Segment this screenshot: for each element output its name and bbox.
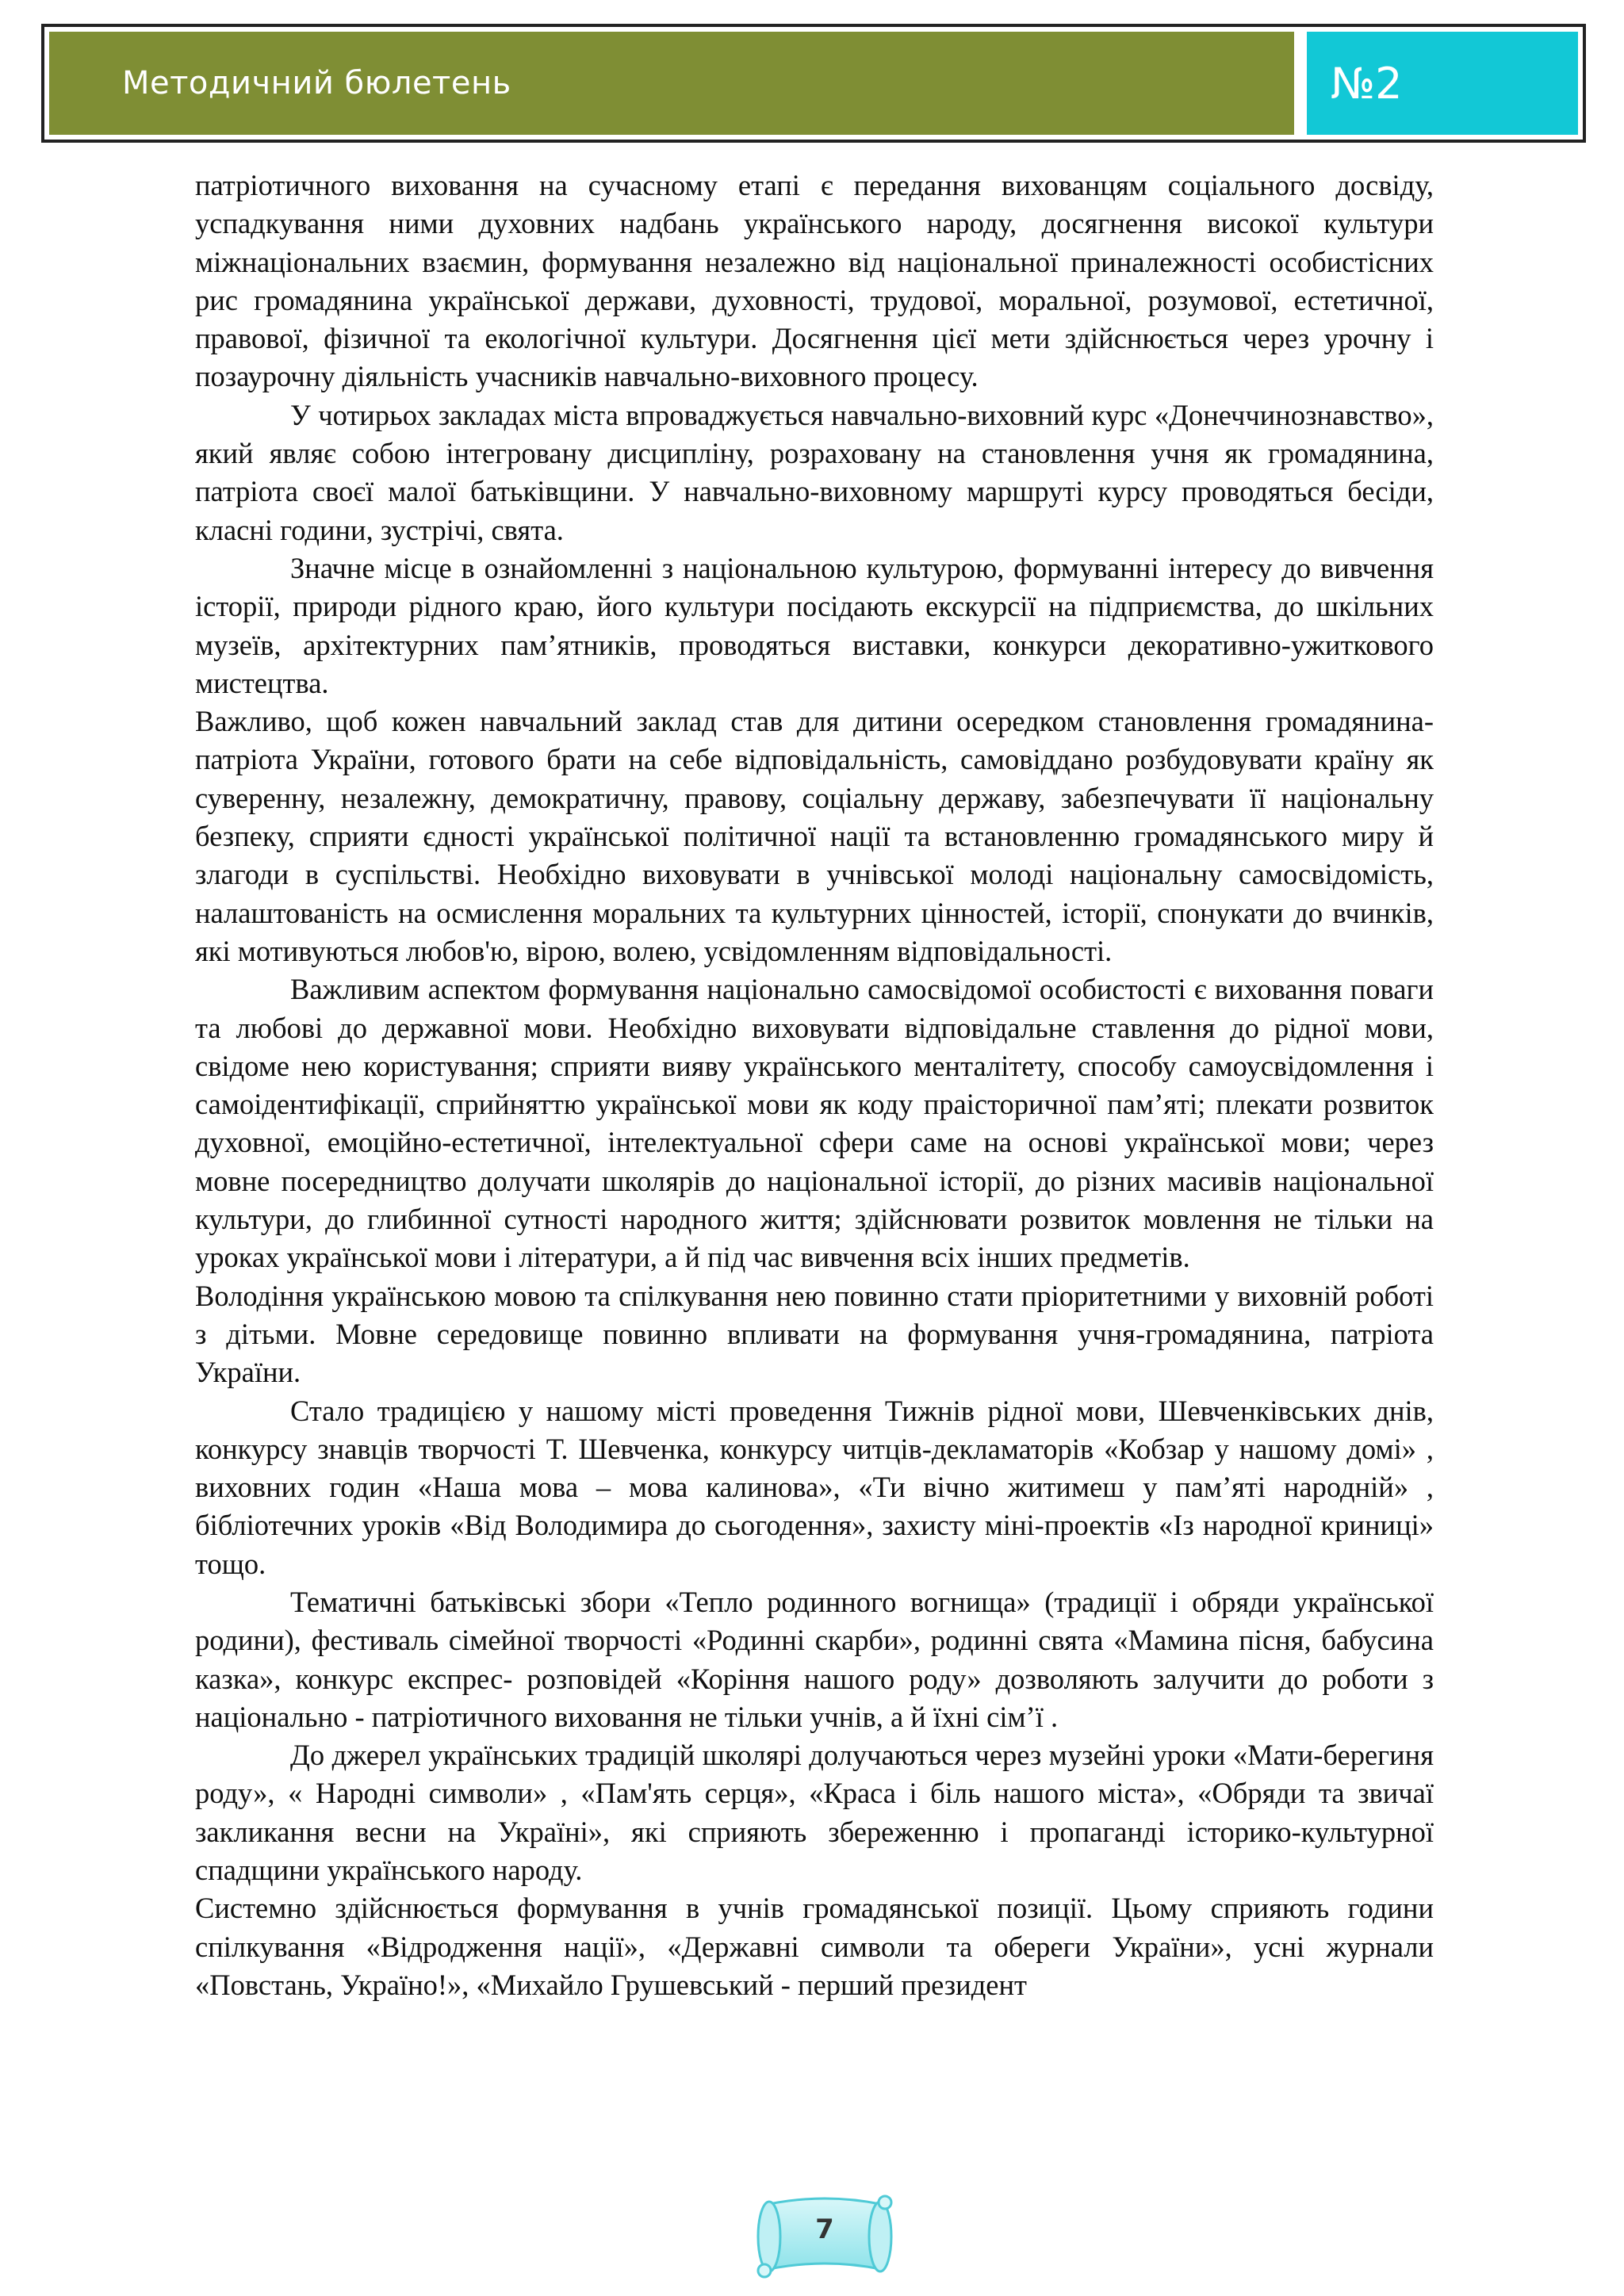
paragraph: До джерел українських традицій школярі долучаються через музейні уроки «Мати-берегиня роду», « Народні символи» , «Пам'ять серця», «Краса і біль нашого міста», «Обряди та звичаї закликання весни на Україні», які сприяють збереженню і пропаганді історико-культурної спадщини українського народу. (195, 1739, 1434, 1887)
page-number: 7 (815, 2214, 834, 2245)
header-bar (49, 32, 1294, 135)
paragraph: У чотирьох закладах міста впроваджується навчально-виховний курс «Донеччинознавство», який являє собою інтегровану дисципліну, розраховану на становлення учня як громадянина, патріота своєї малої батьківщини. У навчально-виховному маршруті курсу проводяться бесіди, класні години, зустрічі, свята. (195, 398, 1434, 546)
paragraph: патріотичного виховання на сучасному етапі є передання вихованцям соціального досвіду, успадкування ними духовних надбань українського народу, досягнення високої культури міжнаціональних взаємин, формування незалежно від національної приналежності особистісних рис громадянина української держави, духовності, трудової, моральної, розумової, естетичної, правової, фізичної та екологічної культури. Досягнення цієї мети здійснюється через урочну і позаурочну діяльність учасників навчально-виховного процесу. (195, 169, 1434, 393)
paragraph: Стало традицією у нашому місті проведення Тижнів рідної мови, Шевченківських днів, конкурсу знавців творчості Т. Шевченка, конкурсу читців-декламаторів «Кобзар у нашому домі» , виховних годин «Наша мова – мова калинова», «Ти вічно житимеш у пам’яті народній» , бібліотечних уроків «Від Володимира до сьогодення», захисту міні-проектів «Із народної криниці» тощо. (195, 1394, 1434, 1580)
paragraph: Важливим аспектом формування національно самосвідомої особистості є виховання поваги та любові до державної мови. Необхідно виховувати відповідальне ставлення до рідної мови, свідоме нею користування; сприяти вияву українського менталітету, способу самоусвідомлення і самоідентифікації, сприйняттю української мови як коду праісторичної пам’яті; плекати розвиток духовної, емоційно-естетичної, інтелектуальної сфери саме на основі української мови; через мовне посередництво долучати школярів до національної історії, до різних масивів національної культури, до глибинної сутності народного життя; здійснювати розвиток мовлення не тільки на уроках української мови і літератури, а й під час вивчення всіх інших предметів. (195, 973, 1434, 1274)
paragraph: Володіння українською мовою та спілкування нею повинно стати пріоритетними у виховній роботі з дітьми. Мовне середовище повинно впливати на формування учня-громадянина, патріота України. (195, 1279, 1434, 1389)
issue-number: №2 (1307, 32, 1578, 135)
paragraph: Системно здійснюється формування в учнів громадянської позиції. Цьому сприяють години спілкування «Відродження нації», «Державні символи та обереги України», усні журнали «Повстань, Україно!», «Михайло Грушевський - перший президент (195, 1892, 1434, 2001)
paragraph: Тематичні батьківські збори «Тепло родинного вогнища» (традиції і обряди української родини), фестиваль сімейної творчості «Родинні скарби», родинні свята «Мамина пісня, бабусина казка», конкурс експрес- розповідей «Коріння нашого роду» дозволяють залучити до роботи з національно - патріотичного виховання не тільки учнів, а й їхні сім’ї . (195, 1585, 1434, 1733)
bulletin-title: Методичний бюлетень (122, 65, 511, 101)
article-body (195, 166, 1434, 2004)
paragraph: Значне місце в ознайомленні з національною культурою, формуванні інтересу до вивчення історії, природи рідного краю, його культури посідають екскурсії на підприємства, до шкільних музеїв, архітектурних пам’ятників, проводяться виставки, конкурси декоративно-ужиткового мистецтва. (195, 551, 1434, 699)
paragraph: Важливо, щоб кожен навчальний заклад став для дитини осередком становлення громадянина-патріота України, готового брати на себе відповідальність, самовіддано розбудовувати країну як суверенну, незалежну, демократичну, правову, соціальну державу, забезпечувати її національну безпеку, сприяти єдності української політичної нації та встановленню громадянського миру й злагоди в суспільстві. Необхідно виховувати в учнівської молоді національну самосвідомість, налаштованість на осмислення моральних та культурних цінностей, історії, спонукати до вчинків, які мотивуються любов'ю, вірою, волею, усвідомленням відповідальності. (195, 705, 1434, 967)
